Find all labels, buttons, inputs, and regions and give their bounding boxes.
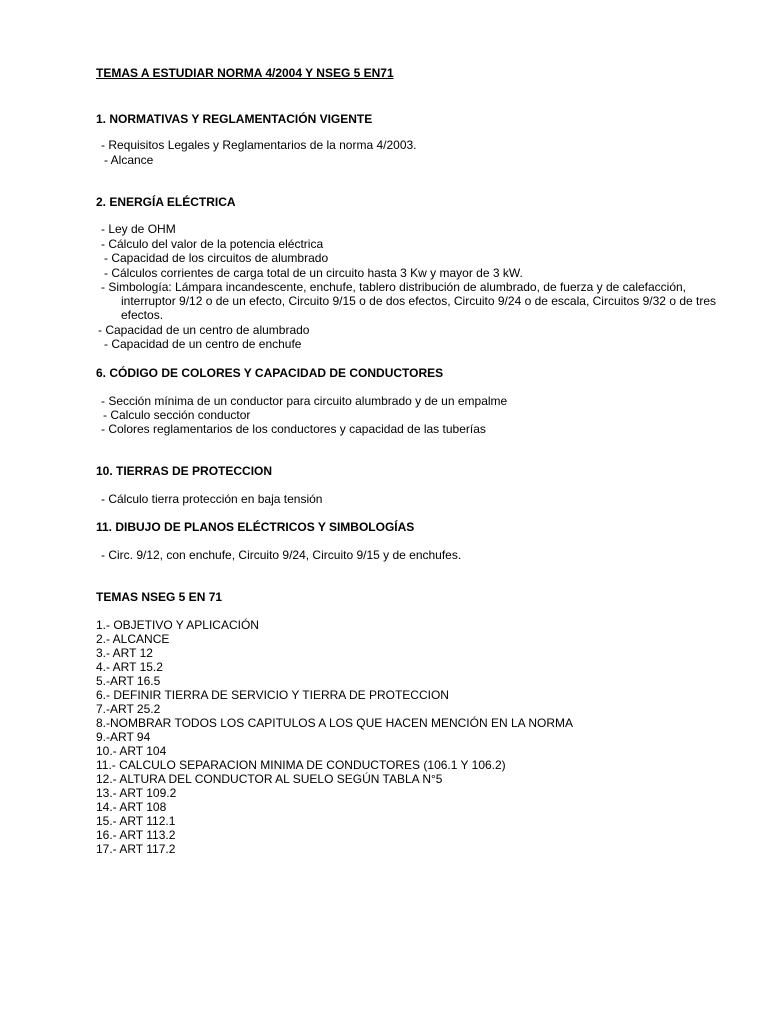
nseg-item: 16.- ART 113.2	[96, 828, 176, 842]
section-2-item: - Ley de OHM	[101, 222, 176, 236]
nseg-item: 6.- DEFINIR TIERRA DE SERVICIO Y TIERRA DE PROTECCION	[96, 688, 449, 702]
nseg-item: 15.- ART 112.1	[96, 814, 176, 828]
section-6-item: - Sección mínima de un conductor para circuito alumbrado y de un empalme	[101, 394, 508, 408]
section-2-item: - Capacidad de los circuitos de alumbrado	[104, 251, 329, 265]
nseg-item: 2.- ALCANCE	[96, 632, 170, 646]
section-2-item: - Capacidad de un centro de alumbrado	[98, 323, 310, 337]
section-2-item-continuation: efectos.	[121, 308, 164, 322]
section-10-item: - Cálculo tierra protección en baja tensión	[101, 492, 323, 506]
section-1-item: - Alcance	[104, 153, 154, 167]
section-1-item: - Requisitos Legales y Reglamentarios de la norma 4/2003.	[101, 138, 417, 152]
section-6-item: - Colores reglamentarios de los conductores y capacidad de las tuberías	[101, 422, 486, 436]
nseg-item: 1.- OBJETIVO Y APLICACIÓN	[96, 618, 259, 632]
section-11-item: - Circ. 9/12, con enchufe, Circuito 9/24, Circuito 9/15 y de enchufes.	[101, 548, 462, 562]
section-2-heading: 2. ENERGÍA ELÉCTRICA	[96, 195, 236, 209]
nseg-item: 11.- CALCULO SEPARACION MINIMA DE CONDUCTORES (106.1 Y 106.2)	[96, 758, 506, 772]
nseg-item: 8.-NOMBRAR TODOS LOS CAPITULOS A LOS QUE HACEN MENCIÓN EN LA NORMA	[96, 716, 573, 730]
nseg-item: 13.- ART 109.2	[96, 786, 177, 800]
nseg-item: 10.- ART 104	[96, 744, 167, 758]
nseg-item: 17.- ART 117.2	[96, 842, 176, 856]
nseg-item: 12.- ALTURA DEL CONDUCTOR AL SUELO SEGÚN TABLA N°5	[96, 772, 443, 786]
section-6-heading: 6. CÓDIGO DE COLORES Y CAPACIDAD DE CONDUCTORES	[96, 366, 444, 380]
nseg-item: 4.- ART 15.2	[96, 660, 163, 674]
document-title: TEMAS A ESTUDIAR NORMA 4/2004 Y NSEG 5 EN71	[96, 66, 394, 80]
section-11-heading: 11. DIBUJO DE PLANOS ELÉCTRICOS Y SIMBOLOGÍAS	[96, 520, 415, 534]
nseg-item: 14.- ART 108	[96, 800, 167, 814]
section-2-item: - Cálculos corrientes de carga total de un circuito hasta 3 Kw y mayor de 3 kW.	[104, 266, 523, 280]
section-2-item-continuation: interruptor 9/12 o de un efecto, Circuito 9/15 o de dos efectos, Circuito 9/24 o de escala, Circuitos 9/32 o de tres	[121, 294, 717, 308]
section-2-item: - Simbología: Lámpara incandescente, enchufe, tablero distribución de alumbrado, de fuerza y de calefacción,	[101, 280, 687, 294]
nseg-item: 7.-ART 25.2	[96, 702, 161, 716]
nseg-item: 5.-ART 16.5	[96, 674, 161, 688]
nseg-item: 3.- ART 12	[96, 646, 153, 660]
section-1-heading: 1. NORMATIVAS Y REGLAMENTACIÓN VIGENTE	[96, 112, 373, 126]
nseg-heading: TEMAS NSEG 5 EN 71	[96, 590, 223, 604]
section-2-item: - Cálculo del valor de la potencia eléctrica	[101, 237, 324, 251]
nseg-item: 9.-ART 94	[96, 730, 151, 744]
section-6-item: - Calculo sección conductor	[103, 408, 251, 422]
section-2-item: - Capacidad de un centro de enchufe	[104, 337, 302, 351]
section-10-heading: 10. TIERRAS DE PROTECCION	[96, 464, 273, 478]
nseg-list	[96, 618, 728, 856]
